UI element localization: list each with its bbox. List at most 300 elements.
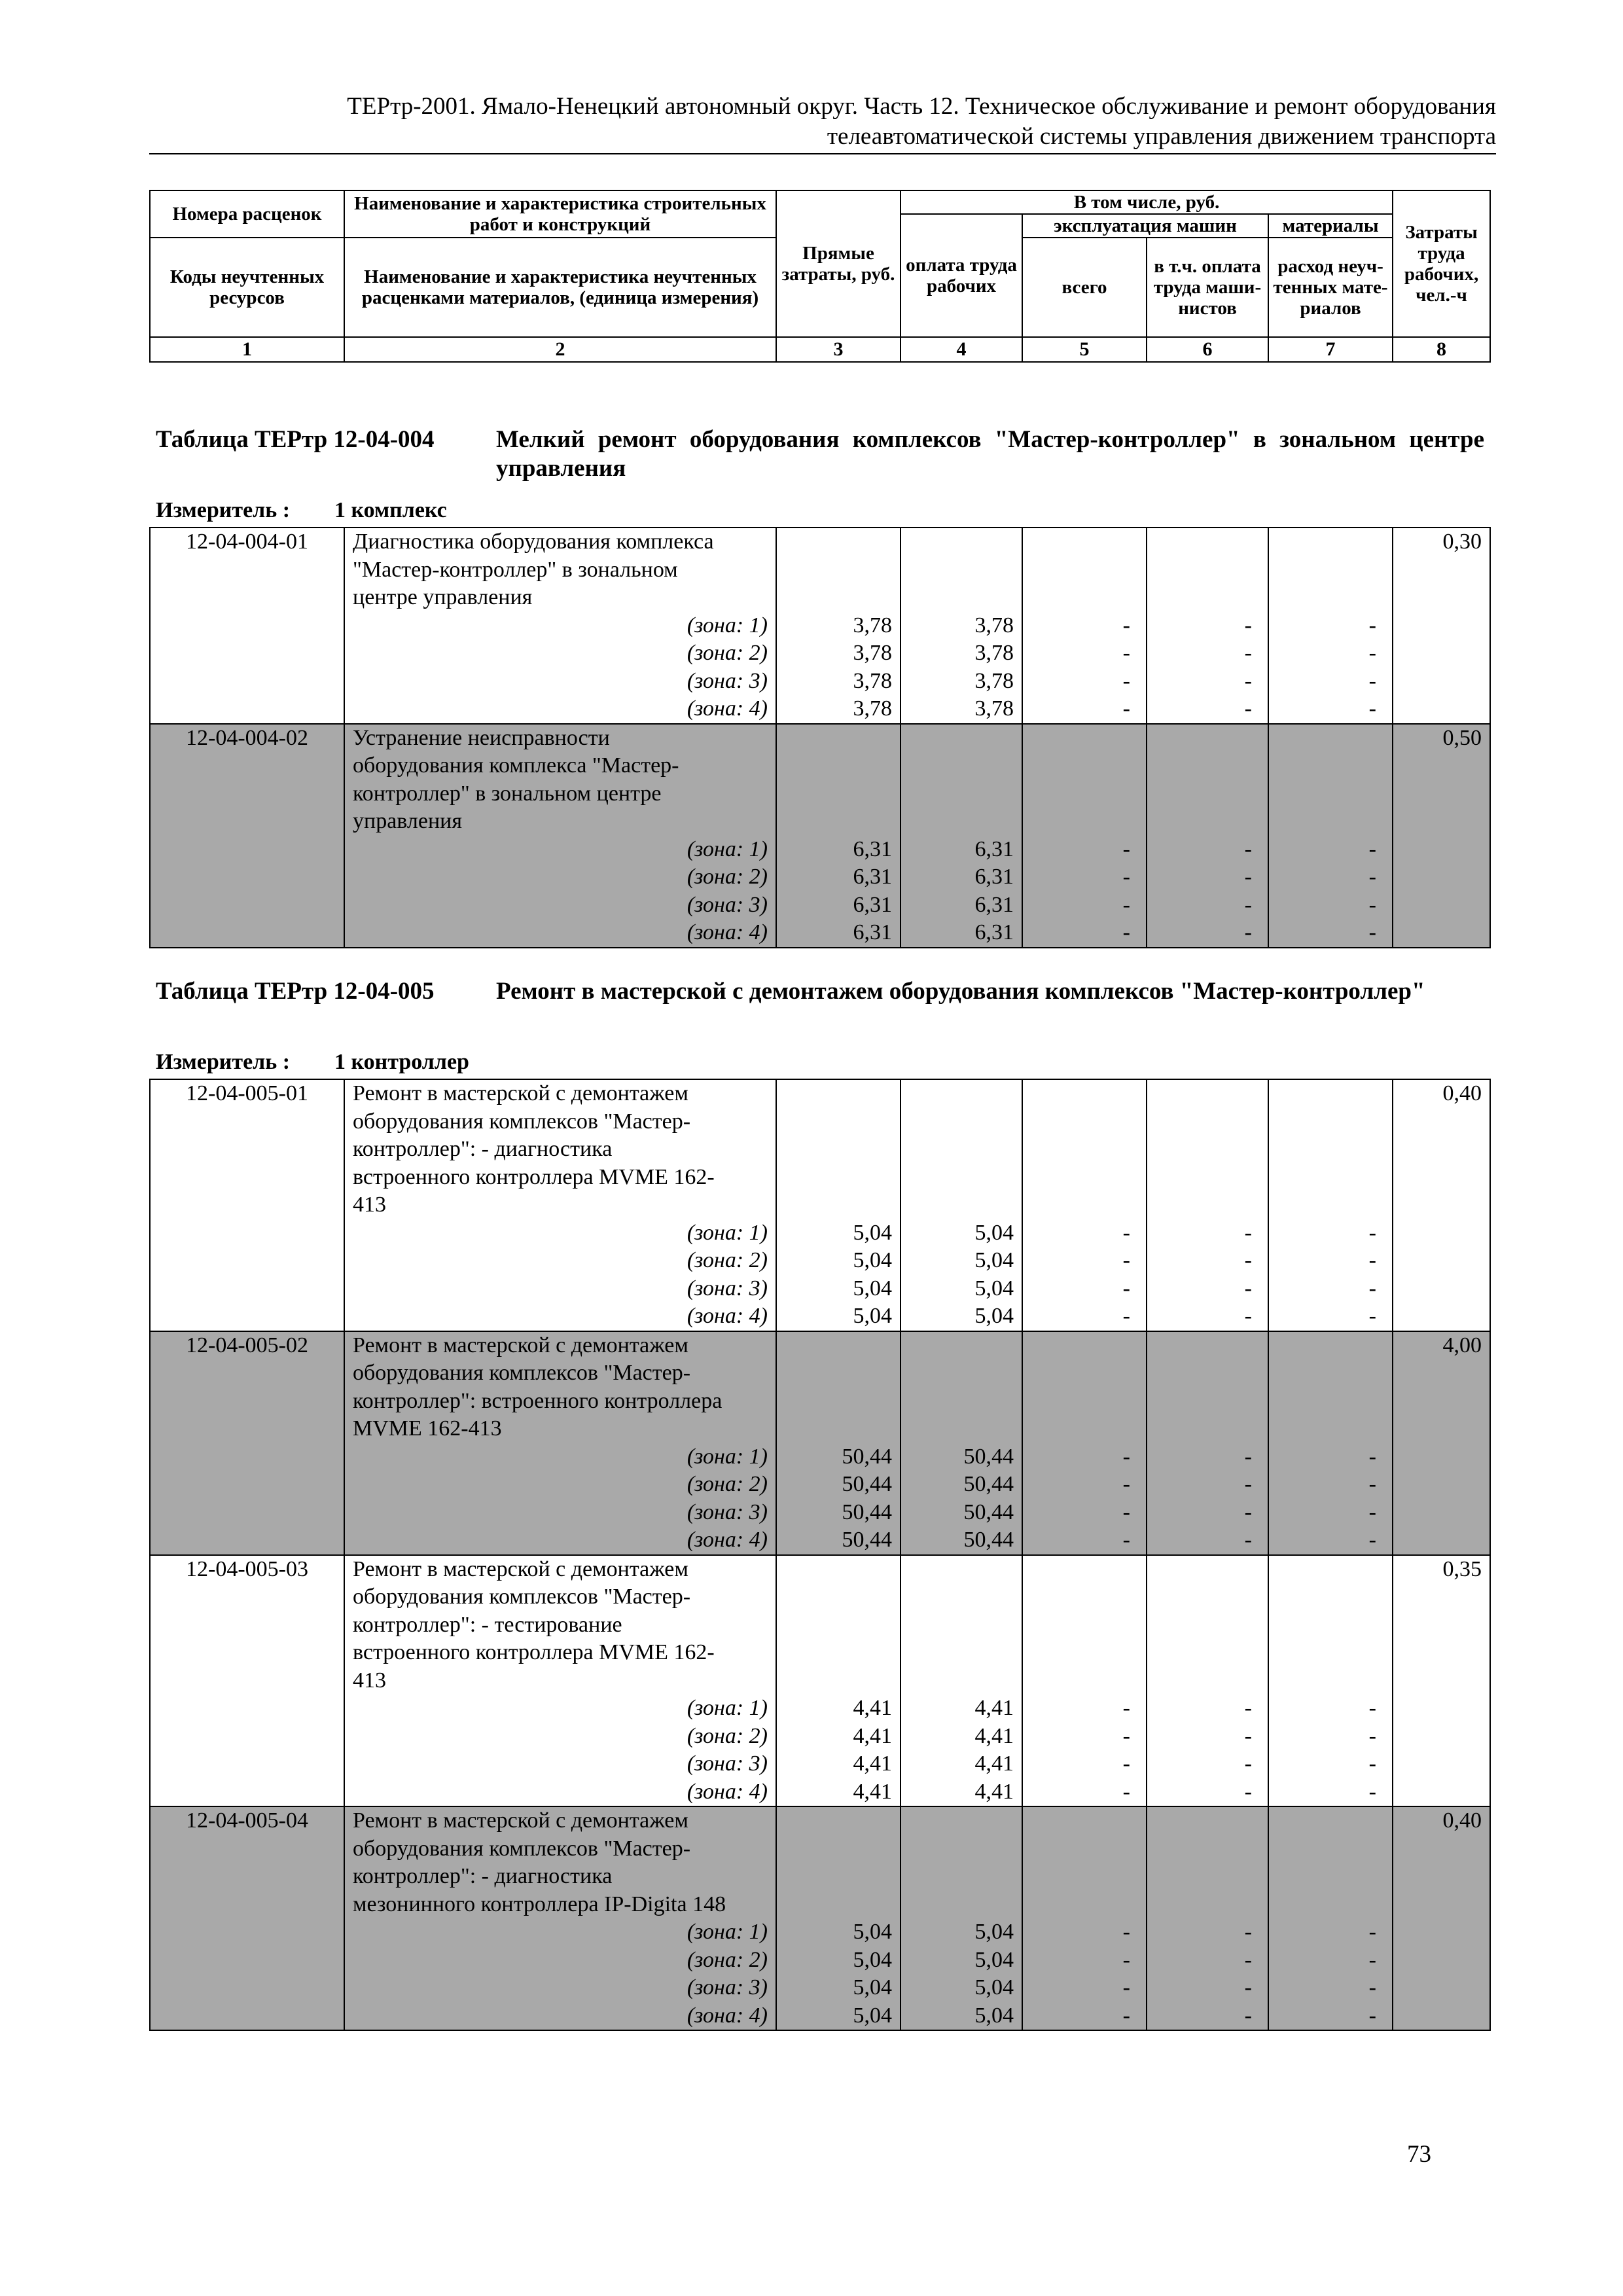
zone-label: (зона: 4)	[687, 2003, 768, 2028]
machine-total	[1022, 1806, 1147, 2030]
spacer	[1277, 528, 1376, 556]
spacer	[1277, 1164, 1376, 1192]
unaccounted-materials	[1268, 1555, 1393, 1807]
machine-operator-wages-value: -	[1244, 1696, 1252, 1720]
spacer	[1031, 725, 1130, 753]
machine-total	[1022, 1555, 1147, 1807]
spacer	[1031, 1191, 1130, 1219]
header-line-2: телеавтоматической системы управления движением транспорта	[827, 123, 1496, 150]
labor-cost-value: 0,40	[1442, 1808, 1482, 1833]
spacer	[1277, 584, 1376, 612]
zone-label: (зона: 1)	[687, 1220, 768, 1245]
rate-code	[150, 1806, 344, 2030]
hdr-machines: эксплуатация машин	[1022, 214, 1268, 238]
direct-cost-value: 5,04	[853, 1220, 892, 1245]
machine-operator-wages-value: -	[1244, 1304, 1252, 1328]
rate-name-line: Ремонт в мастерской с демонтажем	[353, 1081, 688, 1105]
direct-cost-value: 6,31	[853, 836, 892, 861]
rate-name-line: оборудования комплексов "Мастер-	[353, 1836, 691, 1861]
worker-wages-value: 4,41	[974, 1696, 1014, 1720]
spacer	[1155, 1388, 1252, 1416]
spacer	[1277, 725, 1376, 753]
spacer	[1031, 1583, 1130, 1611]
zone-label: (зона: 4)	[687, 1528, 768, 1552]
unaccounted-materials-value: -	[1368, 1220, 1376, 1245]
machine-total-value: -	[1122, 1947, 1130, 1972]
machine-total-value: -	[1122, 1696, 1130, 1720]
rate-name-line: Ремонт в мастерской с демонтажем	[353, 1808, 688, 1833]
worker-wages	[901, 1331, 1022, 1555]
machine-total-value: -	[1122, 1248, 1130, 1272]
spacer	[1031, 1332, 1130, 1360]
machine-operator-wages-value: -	[1244, 1975, 1252, 2000]
spacer	[909, 1891, 1014, 1919]
header-line-1: ТЕРтр-2001. Ямало-Ненецкий автономный округ. Часть 12. Техническое обслуживание и ремонт оборудования	[347, 93, 1496, 120]
worker-wages-value: 50,44	[963, 1528, 1014, 1552]
spacer	[1031, 1415, 1130, 1443]
spacer	[909, 1191, 1014, 1219]
spacer	[785, 528, 892, 556]
unaccounted-materials-value: -	[1368, 836, 1376, 861]
worker-wages-value: 5,04	[974, 2003, 1014, 2028]
rate-code-text: 12-04-004-01	[186, 529, 308, 554]
spacer	[1277, 752, 1376, 780]
hdr-num-8: 8	[1393, 337, 1490, 362]
worker-wages-value: 3,78	[974, 668, 1014, 693]
worker-wages-value: 3,78	[974, 641, 1014, 665]
machine-total-value: -	[1122, 2003, 1130, 2028]
direct-cost-value: 50,44	[842, 1499, 892, 1524]
zone-label: (зона: 1)	[687, 1696, 768, 1720]
rate-name-line: оборудования комплекса "Мастер-	[353, 753, 679, 778]
spacer	[909, 1583, 1014, 1611]
direct-cost-value: 5,04	[853, 1304, 892, 1328]
spacer	[1155, 1556, 1252, 1584]
spacer	[909, 1080, 1014, 1108]
unaccounted-materials-value: -	[1368, 1975, 1376, 2000]
zone-label: (зона: 4)	[687, 1779, 768, 1804]
machine-total-value: -	[1122, 1276, 1130, 1300]
rate-name-line: мезонинного контроллера IP-Digita 148	[353, 1892, 726, 1916]
direct-cost-value: 50,44	[842, 1472, 892, 1496]
worker-wages-value: 3,78	[974, 613, 1014, 637]
direct-cost-value: 5,04	[853, 2003, 892, 2028]
machine-total	[1022, 528, 1147, 724]
unaccounted-materials-value: -	[1368, 920, 1376, 944]
unaccounted-materials-value: -	[1368, 1751, 1376, 1776]
spacer	[909, 1667, 1014, 1695]
direct-cost-value: 6,31	[853, 920, 892, 944]
worker-wages-value: 4,41	[974, 1751, 1014, 1776]
machine-operator-wages-value: -	[1244, 1528, 1252, 1552]
rate-code-text: 12-04-004-02	[186, 725, 308, 750]
rate-code	[150, 1555, 344, 1807]
unaccounted-materials	[1268, 1331, 1393, 1555]
spacer	[1031, 780, 1130, 808]
rate-name-line: контроллер": - тестирование	[353, 1612, 622, 1637]
zone-label: (зона: 1)	[687, 613, 768, 637]
direct-cost-value: 4,41	[853, 1696, 892, 1720]
zone-label: (зона: 2)	[687, 1947, 768, 1972]
worker-wages-value: 5,04	[974, 1220, 1014, 1245]
hdr-unaccounted: расход неуч-тенных мате-риалов	[1268, 238, 1393, 337]
unaccounted-materials	[1268, 1806, 1393, 2030]
spacer	[785, 1388, 892, 1416]
machine-total	[1022, 724, 1147, 948]
machine-operator-wages-value: -	[1244, 1276, 1252, 1300]
machine-total-value: -	[1122, 1472, 1130, 1496]
machine-operator-wages-value: -	[1244, 668, 1252, 693]
spacer	[909, 1136, 1014, 1164]
spacer	[1155, 1891, 1252, 1919]
direct-cost	[776, 724, 901, 948]
spacer	[909, 1863, 1014, 1891]
spacer	[1277, 1583, 1376, 1611]
section-1-meter	[156, 497, 447, 524]
unaccounted-materials-value: -	[1368, 1248, 1376, 1272]
spacer	[1277, 780, 1376, 808]
hdr-num-1: 1	[150, 337, 344, 362]
table-row	[150, 528, 1490, 724]
spacer	[1031, 1807, 1130, 1835]
unaccounted-materials-value: -	[1368, 865, 1376, 889]
labor-cost	[1393, 1079, 1490, 1331]
machine-operator-wages	[1147, 1079, 1268, 1331]
unaccounted-materials	[1268, 1079, 1393, 1331]
machine-operator-wages-value: -	[1244, 836, 1252, 861]
spacer	[1277, 1359, 1376, 1388]
unaccounted-materials-value: -	[1368, 1528, 1376, 1552]
hdr-name-top: Наименование и характеристика строительных работ и конструкций	[344, 190, 776, 238]
spacer	[909, 1415, 1014, 1443]
rate-name	[344, 1331, 776, 1555]
direct-cost-value: 5,04	[853, 1947, 892, 1972]
rate-name-line: 413	[353, 1668, 386, 1693]
spacer	[1155, 1611, 1252, 1640]
spacer	[1277, 1863, 1376, 1891]
unaccounted-materials-value: -	[1368, 1276, 1376, 1300]
hdr-num-5: 5	[1022, 337, 1147, 362]
meter-value: 1 контроллер	[334, 1050, 469, 1074]
spacer	[909, 1388, 1014, 1416]
spacer	[785, 725, 892, 753]
hdr-direct: Прямые затраты, руб.	[776, 190, 901, 337]
rate-name-line: Ремонт в мастерской с демонтажем	[353, 1333, 688, 1357]
spacer	[1277, 1891, 1376, 1919]
machine-operator-wages-value: -	[1244, 2003, 1252, 2028]
unaccounted-materials-value: -	[1368, 1472, 1376, 1496]
spacer	[1277, 1080, 1376, 1108]
rate-name-line: Ремонт в мастерской с демонтажем	[353, 1556, 688, 1581]
spacer	[1031, 1835, 1130, 1863]
machine-total-value: -	[1122, 1444, 1130, 1469]
worker-wages-value: 5,04	[974, 1248, 1014, 1272]
column-header-table	[149, 190, 1491, 363]
table-row	[150, 1079, 1490, 1331]
hdr-num-3: 3	[776, 337, 901, 362]
labor-cost	[1393, 1331, 1490, 1555]
zone-label: (зона: 4)	[687, 1304, 768, 1328]
machine-total-value: -	[1122, 836, 1130, 861]
machine-total-value: -	[1122, 1528, 1130, 1552]
spacer	[785, 1891, 892, 1919]
spacer	[1031, 1108, 1130, 1136]
machine-operator-wages-value: -	[1244, 1220, 1252, 1245]
table-row	[150, 1555, 1490, 1807]
spacer	[1155, 1164, 1252, 1192]
unaccounted-materials-value: -	[1368, 1499, 1376, 1524]
rate-name-line: контроллер": - диагностика	[353, 1864, 613, 1888]
worker-wages-value: 5,04	[974, 1276, 1014, 1300]
labor-cost	[1393, 1806, 1490, 2030]
spacer	[1277, 1108, 1376, 1136]
machine-operator-wages-value: -	[1244, 1751, 1252, 1776]
labor-cost-value: 0,30	[1442, 529, 1482, 554]
machine-total-value: -	[1122, 668, 1130, 693]
rate-code-text: 12-04-005-04	[186, 1808, 308, 1833]
zone-label: (зона: 1)	[687, 836, 768, 861]
spacer	[909, 725, 1014, 753]
machine-total-value: -	[1122, 1723, 1130, 1748]
worker-wages-value: 5,04	[974, 1304, 1014, 1328]
spacer	[1155, 1108, 1252, 1136]
machine-operator-wages-value: -	[1244, 1947, 1252, 1972]
spacer	[1031, 808, 1130, 836]
spacer	[1155, 752, 1252, 780]
hdr-labor: Затраты труда рабочих, чел.-ч	[1393, 190, 1490, 337]
spacer	[1031, 1136, 1130, 1164]
worker-wages-value: 6,31	[974, 892, 1014, 917]
spacer	[785, 1136, 892, 1164]
direct-cost-value: 5,04	[853, 1975, 892, 2000]
spacer	[1155, 1583, 1252, 1611]
meter-label: Измеритель :	[156, 498, 291, 522]
direct-cost-value: 5,04	[853, 1276, 892, 1300]
machine-total-value: -	[1122, 641, 1130, 665]
machine-operator-wages-value: -	[1244, 920, 1252, 944]
worker-wages-value: 50,44	[963, 1444, 1014, 1469]
spacer	[785, 1164, 892, 1192]
spacer	[1031, 584, 1130, 612]
spacer	[1155, 584, 1252, 612]
spacer	[1155, 1863, 1252, 1891]
section-2-table	[149, 1079, 1491, 2031]
spacer	[1155, 1667, 1252, 1695]
hdr-materials: материалы	[1268, 214, 1393, 238]
spacer	[1277, 1415, 1376, 1443]
labor-cost	[1393, 528, 1490, 724]
spacer	[909, 584, 1014, 612]
unaccounted-materials-value: -	[1368, 2003, 1376, 2028]
unaccounted-materials-value: -	[1368, 1444, 1376, 1469]
labor-cost-value: 0,40	[1442, 1081, 1482, 1105]
machine-operator-wages-value: -	[1244, 892, 1252, 917]
machine-operator-wages-value: -	[1244, 1499, 1252, 1524]
direct-cost-value: 4,41	[853, 1751, 892, 1776]
rate-code	[150, 528, 344, 724]
zone-label: (зона: 3)	[687, 668, 768, 693]
section-2-label: Таблица ТЕРтр 12-04-005	[156, 978, 435, 1005]
spacer	[1155, 808, 1252, 836]
spacer	[785, 1080, 892, 1108]
rate-name	[344, 1079, 776, 1331]
spacer	[785, 752, 892, 780]
spacer	[785, 556, 892, 584]
zone-label: (зона: 1)	[687, 1444, 768, 1469]
spacer	[785, 1835, 892, 1863]
spacer	[1277, 1807, 1376, 1835]
spacer	[1031, 752, 1130, 780]
spacer	[785, 1556, 892, 1584]
machine-total-value: -	[1122, 1499, 1130, 1524]
rate-name-line: Диагностика оборудования комплекса	[353, 529, 714, 554]
rate-code	[150, 1079, 344, 1331]
direct-cost	[776, 1555, 901, 1807]
unaccounted-materials-value: -	[1368, 1696, 1376, 1720]
spacer	[1155, 780, 1252, 808]
hdr-name-bottom: Наименование и характеристика неучтенных расценками материалов, (единица измерения)	[344, 238, 776, 337]
spacer	[785, 808, 892, 836]
hdr-num-4: 4	[901, 337, 1022, 362]
direct-cost-value: 3,78	[853, 613, 892, 637]
machine-total-value: -	[1122, 1304, 1130, 1328]
spacer	[909, 1611, 1014, 1640]
spacer	[785, 1359, 892, 1388]
spacer	[1155, 725, 1252, 753]
machine-total-value: -	[1122, 613, 1130, 637]
spacer	[909, 1359, 1014, 1388]
spacer	[1277, 1332, 1376, 1360]
worker-wages-value: 5,04	[974, 1947, 1014, 1972]
worker-wages-value: 3,78	[974, 696, 1014, 721]
spacer	[785, 584, 892, 612]
spacer	[785, 1583, 892, 1611]
zone-label: (зона: 3)	[687, 1751, 768, 1776]
worker-wages-value: 6,31	[974, 920, 1014, 944]
direct-cost	[776, 528, 901, 724]
machine-total	[1022, 1331, 1147, 1555]
rate-name	[344, 528, 776, 724]
rate-name-line: оборудования комплексов "Мастер-	[353, 1109, 691, 1134]
spacer	[1277, 808, 1376, 836]
machine-operator-wages	[1147, 1806, 1268, 2030]
hdr-wages: оплата труда рабочих	[901, 214, 1022, 337]
rate-name-line: контроллер": встроенного контроллера	[353, 1388, 722, 1413]
direct-cost-value: 5,04	[853, 1248, 892, 1272]
zone-label: (зона: 4)	[687, 920, 768, 944]
unaccounted-materials-value: -	[1368, 668, 1376, 693]
spacer	[909, 1807, 1014, 1835]
spacer	[1155, 1136, 1252, 1164]
unaccounted-materials-value: -	[1368, 1920, 1376, 1944]
rate-name-line: MVME 162-413	[353, 1416, 502, 1441]
zone-label: (зона: 3)	[687, 892, 768, 917]
direct-cost	[776, 1079, 901, 1331]
rate-code-text: 12-04-005-02	[186, 1333, 308, 1357]
spacer	[1031, 1863, 1130, 1891]
spacer	[785, 1639, 892, 1667]
direct-cost-value: 6,31	[853, 865, 892, 889]
rate-name-line: "Мастер-контроллер" в зональном	[353, 557, 678, 582]
machine-operator-wages-value: -	[1244, 1779, 1252, 1804]
hdr-mach-total: всего	[1022, 238, 1147, 337]
machine-operator-wages-value: -	[1244, 696, 1252, 721]
zone-label: (зона: 3)	[687, 1499, 768, 1524]
rate-name-line: оборудования комплексов "Мастер-	[353, 1361, 691, 1385]
spacer	[1031, 1080, 1130, 1108]
zone-label: (зона: 3)	[687, 1276, 768, 1300]
worker-wages-value: 6,31	[974, 836, 1014, 861]
spacer	[1031, 1639, 1130, 1667]
machine-operator-wages-value: -	[1244, 1472, 1252, 1496]
direct-cost-value: 6,31	[853, 892, 892, 917]
spacer	[1277, 1556, 1376, 1584]
machine-total-value: -	[1122, 696, 1130, 721]
unaccounted-materials-value: -	[1368, 1723, 1376, 1748]
unaccounted-materials	[1268, 724, 1393, 948]
zone-label: (зона: 2)	[687, 1248, 768, 1272]
spacer	[1155, 1415, 1252, 1443]
unaccounted-materials-value: -	[1368, 641, 1376, 665]
zone-label: (зона: 2)	[687, 641, 768, 665]
table-row	[150, 724, 1490, 948]
direct-cost	[776, 1806, 901, 2030]
spacer	[1155, 1080, 1252, 1108]
worker-wages-value: 50,44	[963, 1499, 1014, 1524]
spacer	[1031, 1556, 1130, 1584]
worker-wages	[901, 1079, 1022, 1331]
spacer	[909, 556, 1014, 584]
spacer	[1031, 1388, 1130, 1416]
spacer	[785, 1415, 892, 1443]
machine-total-value: -	[1122, 892, 1130, 917]
direct-cost-value: 3,78	[853, 668, 892, 693]
zone-label: (зона: 2)	[687, 865, 768, 889]
worker-wages-value: 6,31	[974, 865, 1014, 889]
machine-total-value: -	[1122, 1920, 1130, 1944]
rate-code-text: 12-04-005-03	[186, 1556, 308, 1581]
machine-operator-wages-value: -	[1244, 1920, 1252, 1944]
section-2-heading: Ремонт в мастерской с демонтажем оборудования комплексов "Мастер-контроллер"	[496, 978, 1425, 1005]
spacer	[1155, 1191, 1252, 1219]
spacer	[1031, 556, 1130, 584]
direct-cost-value: 5,04	[853, 1920, 892, 1944]
unaccounted-materials-value: -	[1368, 1779, 1376, 1804]
spacer	[909, 1556, 1014, 1584]
worker-wages-value: 5,04	[974, 1920, 1014, 1944]
spacer	[1031, 1611, 1130, 1640]
machine-operator-wages-value: -	[1244, 641, 1252, 665]
machine-operator-wages-value: -	[1244, 1444, 1252, 1469]
meter-value: 1 комплекс	[334, 498, 447, 522]
spacer	[1155, 528, 1252, 556]
hdr-codes-top: Номера расценок	[150, 190, 344, 238]
rate-name-line: управления	[353, 809, 462, 833]
zone-label: (зона: 2)	[687, 1472, 768, 1496]
rate-name-line: 413	[353, 1193, 386, 1217]
spacer	[785, 1108, 892, 1136]
unaccounted-materials-value: -	[1368, 1947, 1376, 1972]
direct-cost-value: 3,78	[853, 641, 892, 665]
rate-name-line: контроллер" в зональном центре	[353, 781, 662, 806]
spacer	[909, 752, 1014, 780]
hdr-including: В том числе, руб.	[901, 190, 1393, 214]
spacer	[909, 780, 1014, 808]
labor-cost-value: 0,35	[1442, 1556, 1482, 1581]
rate-name-line: встроенного контроллера MVME 162-	[353, 1640, 715, 1664]
spacer	[785, 1611, 892, 1640]
spacer	[1277, 1136, 1376, 1164]
